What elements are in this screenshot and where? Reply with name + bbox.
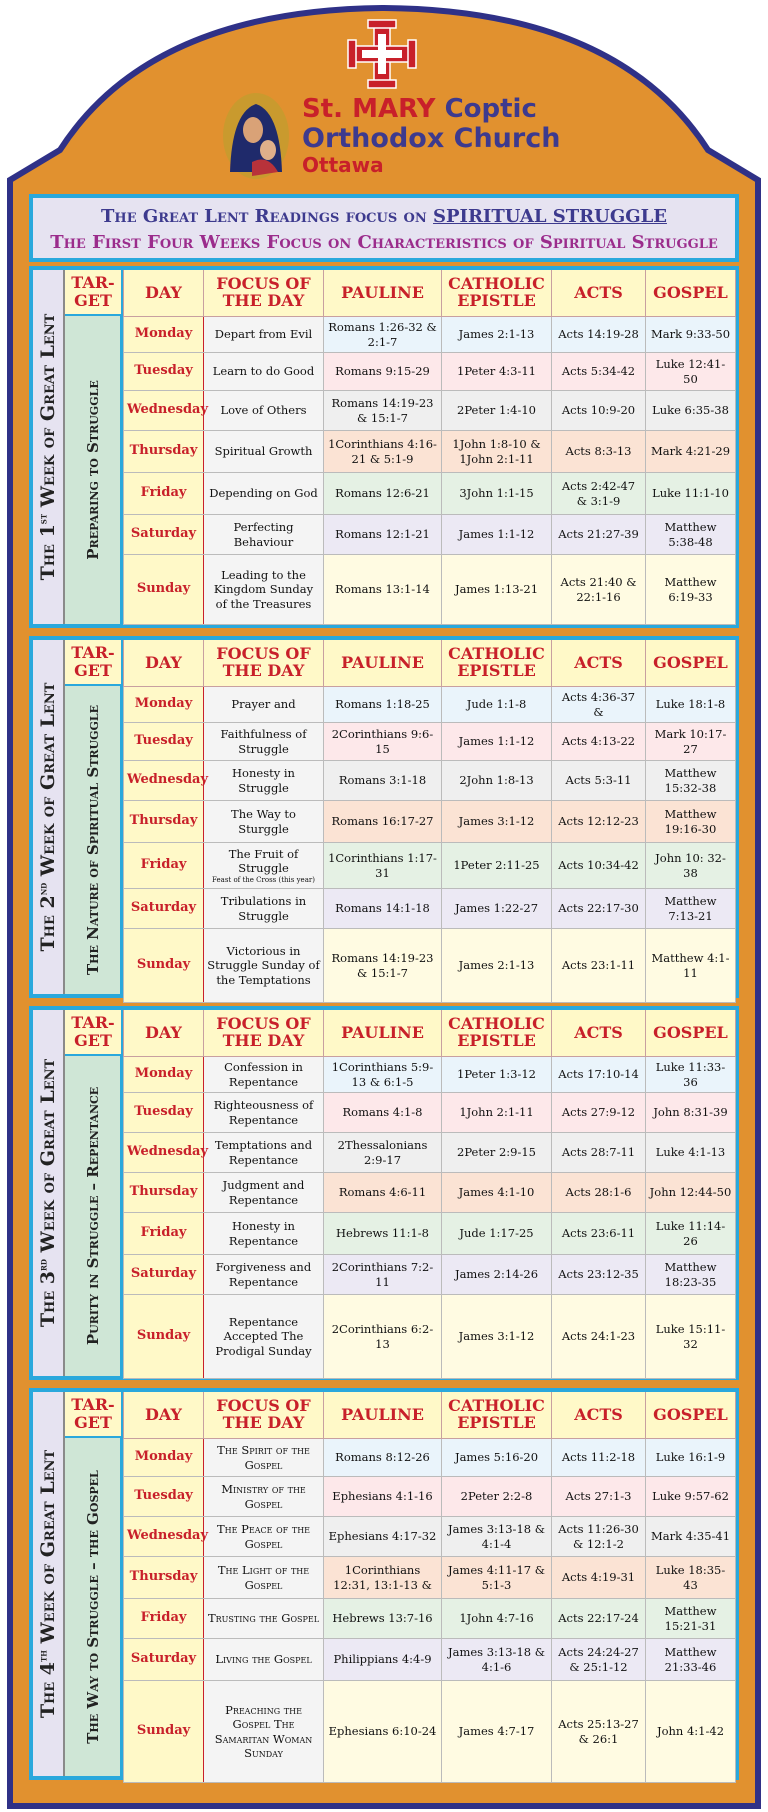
cell-focus: Tribulations in Struggle	[204, 889, 324, 929]
cell-focus: The Fruit of Struggle Feast of the Cross (this year)	[204, 843, 324, 889]
cell-focus-note: Feast of the Cross (this year)	[212, 875, 315, 884]
cell-gospel: Mark 4:35-41	[646, 1517, 736, 1557]
cell-focus: Trusting the Gospel	[204, 1599, 324, 1639]
cell-pauline: 2Thessalonians 2:9-17	[324, 1133, 442, 1173]
week-title-text: The 3rd Week of Great Lent	[37, 1058, 59, 1328]
cell-pauline: Philippians 4:4-9	[324, 1639, 442, 1681]
church-name-st: St. MARY	[302, 94, 436, 124]
cell-catholic: James 1:1-12	[442, 515, 552, 555]
cell-pauline: Romans 12:1-21	[324, 515, 442, 555]
column-header-catholic: CATHOLIC EPISTLE	[442, 640, 552, 687]
cell-gospel: John 4:1-42	[646, 1681, 736, 1783]
cell-day: Tuesday	[124, 1477, 204, 1517]
table-row	[124, 1681, 736, 1783]
cell-catholic: 1John 4:7-16	[442, 1599, 552, 1639]
cell-gospel: Luke 16:1-9	[646, 1439, 736, 1477]
cell-focus: Forgiveness and Repentance	[204, 1255, 324, 1295]
cell-day: Friday	[124, 473, 204, 515]
cell-catholic: James 2:1-13	[442, 317, 552, 353]
cell-gospel: Luke 9:57-62	[646, 1477, 736, 1517]
coptic-cross-icon	[346, 18, 418, 90]
cell-pauline: Romans 12:6-21	[324, 473, 442, 515]
column-header-focus: FOCUS OF THE DAY	[204, 270, 324, 317]
week-1-section	[29, 266, 739, 628]
cell-focus: Depending on God	[204, 473, 324, 515]
cell-acts: Acts 4:19-31	[552, 1557, 646, 1599]
cell-pauline: Romans 14:19-23 & 15:1-7	[324, 929, 442, 1003]
cell-acts: Acts 24:1-23	[552, 1295, 646, 1379]
table-header-row	[124, 1392, 736, 1439]
column-header-focus: FOCUS OF THE DAY	[204, 1392, 324, 1439]
week-target-text: The Way to Struggle – the Gospel	[83, 1470, 102, 1744]
cell-pauline: Romans 8:12-26	[324, 1439, 442, 1477]
cell-acts: Acts 17:10-14	[552, 1057, 646, 1093]
cell-pauline: Romans 3:1-18	[324, 761, 442, 801]
cell-day: Thursday	[124, 801, 204, 843]
church-name	[302, 96, 560, 175]
cell-acts: Acts 14:19-28	[552, 317, 646, 353]
table-row	[124, 801, 736, 843]
cell-pauline: 2Corinthians 7:2-11	[324, 1255, 442, 1295]
cell-gospel: Luke 11:33-36	[646, 1057, 736, 1093]
readings-table	[123, 270, 736, 625]
cell-acts: Acts 10:34-42	[552, 843, 646, 889]
table-header-row	[124, 270, 736, 317]
column-header-day: DAY	[124, 1010, 204, 1057]
cell-focus: Depart from Evil	[204, 317, 324, 353]
cell-acts: Acts 12:12-23	[552, 801, 646, 843]
cell-pauline: Ephesians 4:1-16	[324, 1477, 442, 1517]
cell-focus: Confession in Repentance	[204, 1057, 324, 1093]
cell-day: Thursday	[124, 431, 204, 473]
table-row	[124, 1557, 736, 1599]
cell-acts: Acts 21:27-39	[552, 515, 646, 555]
table-row	[124, 431, 736, 473]
cell-focus: The Peace of the Gospel	[204, 1517, 324, 1557]
week-target	[65, 1438, 123, 1776]
cell-day: Wednesday	[124, 761, 204, 801]
cell-catholic: 1Peter 4:3-11	[442, 353, 552, 391]
readings-table	[123, 1392, 736, 1783]
cell-gospel: John 10: 32-38	[646, 843, 736, 889]
cell-gospel: Luke 12:41-50	[646, 353, 736, 391]
cell-acts: Acts 22:17-24	[552, 1599, 646, 1639]
column-header-day: DAY	[124, 270, 204, 317]
column-header-focus: FOCUS OF THE DAY	[204, 640, 324, 687]
table-row	[124, 515, 736, 555]
week-title-text: The 4th Week of Great Lent	[37, 1449, 59, 1719]
cell-catholic: Jude 1:17-25	[442, 1213, 552, 1255]
cell-focus: Love of Others	[204, 391, 324, 431]
banner-line2: The First Four Weeks Focus on Characteristics of Spiritual Struggle	[50, 232, 718, 253]
cell-catholic: 1John 1:8-10 & 1John 2:1-11	[442, 431, 552, 473]
cell-catholic: James 3:13-18 & 4:1-6	[442, 1639, 552, 1681]
week-title	[33, 1010, 65, 1376]
cell-day: Wednesday	[124, 1517, 204, 1557]
cell-acts: Acts 11:2-18	[552, 1439, 646, 1477]
cell-catholic: 2Peter 2:2-8	[442, 1477, 552, 1517]
cell-day: Friday	[124, 1213, 204, 1255]
cell-catholic: James 3:1-12	[442, 1295, 552, 1379]
cell-gospel: Luke 11:1-10	[646, 473, 736, 515]
cell-focus: Spiritual Growth	[204, 431, 324, 473]
column-header-day: DAY	[124, 640, 204, 687]
cell-pauline: 1Corinthians 1:17-31	[324, 843, 442, 889]
cell-focus: Ministry of the Gospel	[204, 1477, 324, 1517]
cell-catholic: James 3:13-18 & 4:1-4	[442, 1517, 552, 1557]
week-3-section	[29, 1006, 739, 1380]
cell-pauline: Ephesians 6:10-24	[324, 1681, 442, 1783]
cell-pauline: 1Corinthians 5:9-13 & 6:1-5	[324, 1057, 442, 1093]
cell-gospel: Matthew 19:16-30	[646, 801, 736, 843]
cell-acts: Acts 28:7-11	[552, 1133, 646, 1173]
column-header-pauline: PAULINE	[324, 270, 442, 317]
cell-acts: Acts 21:40 & 22:1-16	[552, 555, 646, 625]
cell-day: Thursday	[124, 1173, 204, 1213]
cell-focus: Honesty in Repentance	[204, 1213, 324, 1255]
cell-day: Monday	[124, 687, 204, 723]
cell-acts: Acts 23:6-11	[552, 1213, 646, 1255]
table-header-row	[124, 640, 736, 687]
table-row	[124, 1477, 736, 1517]
target-header: TAR- GET	[65, 270, 123, 316]
column-header-catholic: CATHOLIC EPISTLE	[442, 1392, 552, 1439]
table-row	[124, 353, 736, 391]
cell-focus: Preaching the Gospel The Samaritan Woman Sunday	[204, 1681, 324, 1783]
cell-focus: Judgment and Repentance	[204, 1173, 324, 1213]
table-row	[124, 687, 736, 723]
column-header-gospel: GOSPEL	[646, 1010, 736, 1057]
cell-day: Friday	[124, 843, 204, 889]
cell-acts: Acts 4:13-22	[552, 723, 646, 761]
cell-acts: Acts 4:36-37 &	[552, 687, 646, 723]
cell-focus: The Way to Sturggle	[204, 801, 324, 843]
cell-pauline: Ephesians 4:17-32	[324, 1517, 442, 1557]
cell-pauline: 2Corinthians 6:2-13	[324, 1295, 442, 1379]
column-header-gospel: GOSPEL	[646, 270, 736, 317]
cell-focus: Leading to the Kingdom Sunday of the Treasures	[204, 555, 324, 625]
table-row	[124, 473, 736, 515]
cell-pauline: Romans 16:17-27	[324, 801, 442, 843]
column-header-pauline: PAULINE	[324, 1392, 442, 1439]
cell-pauline: Romans 13:1-14	[324, 555, 442, 625]
readings-table	[123, 640, 736, 1003]
table-row	[124, 1213, 736, 1255]
column-header-day: DAY	[124, 1392, 204, 1439]
week-title	[33, 1392, 65, 1776]
cell-acts: Acts 11:26-30 & 12:1-2	[552, 1517, 646, 1557]
cell-pauline: Romans 9:15-29	[324, 353, 442, 391]
table-row	[124, 761, 736, 801]
cell-focus: Prayer and	[204, 687, 324, 723]
cell-catholic: James 1:1-12	[442, 723, 552, 761]
cell-acts: Acts 27:9-12	[552, 1093, 646, 1133]
cell-pauline: Romans 14:1-18	[324, 889, 442, 929]
week-title	[33, 640, 65, 994]
cell-pauline: 1Corinthians 12:31, 13:1-13 &	[324, 1557, 442, 1599]
cell-pauline: Hebrews 11:1-8	[324, 1213, 442, 1255]
week-title-text: The 1st Week of Great Lent	[37, 313, 59, 581]
cell-catholic: James 4:1-10	[442, 1173, 552, 1213]
cell-gospel: Matthew 18:23-35	[646, 1255, 736, 1295]
cell-day: Monday	[124, 1057, 204, 1093]
table-row	[124, 317, 736, 353]
column-header-acts: ACTS	[552, 1010, 646, 1057]
cell-focus: The Light of the Gospel	[204, 1557, 324, 1599]
cell-pauline: Hebrews 13:7-16	[324, 1599, 442, 1639]
cell-gospel: Luke 4:1-13	[646, 1133, 736, 1173]
column-header-gospel: GOSPEL	[646, 1392, 736, 1439]
cell-gospel: Matthew 15:21-31	[646, 1599, 736, 1639]
cell-day: Tuesday	[124, 353, 204, 391]
banner-line1	[33, 206, 735, 227]
cell-gospel: Matthew 6:19-33	[646, 555, 736, 625]
table-row	[124, 1295, 736, 1379]
cell-gospel: Luke 6:35-38	[646, 391, 736, 431]
cell-catholic: James 3:1-12	[442, 801, 552, 843]
target-header: TAR- GET	[65, 640, 123, 686]
cell-focus: Living the Gospel	[204, 1639, 324, 1681]
cell-acts: Acts 5:34-42	[552, 353, 646, 391]
cell-gospel: Luke 18:1-8	[646, 687, 736, 723]
cell-day: Friday	[124, 1599, 204, 1639]
cell-catholic: 2John 1:8-13	[442, 761, 552, 801]
cell-gospel: John 8:31-39	[646, 1093, 736, 1133]
column-header-pauline: PAULINE	[324, 1010, 442, 1057]
table-row	[124, 1439, 736, 1477]
cell-catholic: 1John 2:1-11	[442, 1093, 552, 1133]
table-row	[124, 889, 736, 929]
cell-day: Monday	[124, 1439, 204, 1477]
cell-acts: Acts 23:1-11	[552, 929, 646, 1003]
cell-gospel: Mark 4:21-29	[646, 431, 736, 473]
cell-catholic: 2Peter 1:4-10	[442, 391, 552, 431]
banner-line1-emphasis: SPIRITUAL STRUGGLE	[433, 206, 667, 227]
cell-pauline: Romans 4:1-8	[324, 1093, 442, 1133]
cell-acts: Acts 25:13-27 & 26:1	[552, 1681, 646, 1783]
cell-gospel: Matthew 7:13-21	[646, 889, 736, 929]
church-city: Ottawa	[302, 153, 384, 177]
table-row	[124, 391, 736, 431]
table-row	[124, 929, 736, 1003]
week-target	[65, 316, 123, 624]
cell-gospel: Mark 10:17-27	[646, 723, 736, 761]
table-row	[124, 1255, 736, 1295]
column-header-catholic: CATHOLIC EPISTLE	[442, 1010, 552, 1057]
week-target-text: The Nature of Spiritual Struggle	[83, 704, 102, 976]
cell-acts: Acts 5:3-11	[552, 761, 646, 801]
table-row	[124, 723, 736, 761]
cell-catholic: James 2:14-26	[442, 1255, 552, 1295]
cell-day: Sunday	[124, 929, 204, 1003]
cell-acts: Acts 2:42-47 & 3:1-9	[552, 473, 646, 515]
readings-table	[123, 1010, 736, 1379]
cell-catholic: 3John 1:1-15	[442, 473, 552, 515]
table-row	[124, 1639, 736, 1681]
cell-acts: Acts 23:12-35	[552, 1255, 646, 1295]
cell-catholic: Jude 1:1-8	[442, 687, 552, 723]
cell-acts: Acts 8:3-13	[552, 431, 646, 473]
column-header-acts: ACTS	[552, 270, 646, 317]
cell-acts: Acts 24:24-27 & 25:1-12	[552, 1639, 646, 1681]
table-row	[124, 1133, 736, 1173]
cell-day: Wednesday	[124, 391, 204, 431]
cell-catholic: James 4:7-17	[442, 1681, 552, 1783]
table-row	[124, 1093, 736, 1133]
week-title-text: The 2nd Week of Great Lent	[37, 682, 59, 952]
cell-focus: Faithfulness of Struggle	[204, 723, 324, 761]
week-title	[33, 270, 65, 624]
cell-focus: Repentance Accepted The Prodigal Sunday	[204, 1295, 324, 1379]
column-header-acts: ACTS	[552, 1392, 646, 1439]
column-header-catholic: CATHOLIC EPISTLE	[442, 270, 552, 317]
cell-focus: Honesty in Struggle	[204, 761, 324, 801]
cell-day: Saturday	[124, 515, 204, 555]
cell-day: Sunday	[124, 1681, 204, 1783]
week-target-text: Purity in Struggle – Repentance	[83, 1086, 102, 1346]
cell-gospel: Luke 11:14-26	[646, 1213, 736, 1255]
cell-day: Saturday	[124, 889, 204, 929]
banner-line1-prefix: The Great Lent Readings focus on	[101, 206, 427, 227]
cell-day: Saturday	[124, 1639, 204, 1681]
column-header-gospel: GOSPEL	[646, 640, 736, 687]
cell-pauline: Romans 1:26-32 & 2:1-7	[324, 317, 442, 353]
cell-pauline: Romans 4:6-11	[324, 1173, 442, 1213]
cell-acts: Acts 10:9-20	[552, 391, 646, 431]
cell-gospel: Mark 9:33-50	[646, 317, 736, 353]
cell-gospel: Matthew 21:33-46	[646, 1639, 736, 1681]
column-header-acts: ACTS	[552, 640, 646, 687]
cell-focus: Righteousness of Repentance	[204, 1093, 324, 1133]
cell-catholic: 1Peter 2:11-25	[442, 843, 552, 889]
cell-day: Monday	[124, 317, 204, 353]
cell-pauline: Romans 1:18-25	[324, 687, 442, 723]
cell-gospel: Matthew 4:1-11	[646, 929, 736, 1003]
table-row	[124, 1057, 736, 1093]
cell-day: Sunday	[124, 1295, 204, 1379]
cell-catholic: James 4:11-17 & 5:1-3	[442, 1557, 552, 1599]
cell-day: Thursday	[124, 1557, 204, 1599]
cell-catholic: 2Peter 2:9-15	[442, 1133, 552, 1173]
cell-focus: Victorious in Struggle Sunday of the Temptations	[204, 929, 324, 1003]
cell-pauline: 2Corinthians 9:6-15	[324, 723, 442, 761]
week-target	[65, 1056, 123, 1376]
cell-day: Wednesday	[124, 1133, 204, 1173]
cell-focus: Learn to do Good	[204, 353, 324, 391]
target-header: TAR- GET	[65, 1010, 123, 1056]
cell-gospel: Luke 18:35-43	[646, 1557, 736, 1599]
table-header-row	[124, 1010, 736, 1057]
week-target-text: Preparing to Struggle	[83, 380, 102, 560]
virgin-mary-icon	[222, 92, 290, 180]
church-name-coptic: Coptic	[444, 94, 537, 124]
cell-acts: Acts 27:1-3	[552, 1477, 646, 1517]
focus-banner	[29, 194, 739, 262]
cell-acts: Acts 28:1-6	[552, 1173, 646, 1213]
column-header-pauline: PAULINE	[324, 640, 442, 687]
cell-acts: Acts 22:17-30	[552, 889, 646, 929]
cell-gospel: John 12:44-50	[646, 1173, 736, 1213]
church-header	[0, 0, 768, 190]
cell-day: Sunday	[124, 555, 204, 625]
cell-focus: Perfecting Behaviour	[204, 515, 324, 555]
week-4-section	[29, 1388, 739, 1780]
cell-gospel: Matthew 15:32-38	[646, 761, 736, 801]
cell-catholic: James 2:1-13	[442, 929, 552, 1003]
cell-catholic: James 1:22-27	[442, 889, 552, 929]
cell-day: Tuesday	[124, 723, 204, 761]
table-row	[124, 843, 736, 889]
cell-pauline: 1Corinthians 4:16-21 & 5:1-9	[324, 431, 442, 473]
cell-catholic: 1Peter 1:3-12	[442, 1057, 552, 1093]
church-name-line2: Orthodox Church	[302, 123, 561, 154]
cell-catholic: James 5:16-20	[442, 1439, 552, 1477]
table-row	[124, 555, 736, 625]
table-row	[124, 1599, 736, 1639]
column-header-focus: FOCUS OF THE DAY	[204, 1010, 324, 1057]
cell-gospel: Matthew 5:38-48	[646, 515, 736, 555]
cell-day: Tuesday	[124, 1093, 204, 1133]
cell-catholic: James 1:13-21	[442, 555, 552, 625]
cell-pauline: Romans 14:19-23 & 15:1-7	[324, 391, 442, 431]
table-row	[124, 1173, 736, 1213]
week-2-section	[29, 636, 739, 998]
cell-gospel: Luke 15:11-32	[646, 1295, 736, 1379]
cell-day: Saturday	[124, 1255, 204, 1295]
week-target	[65, 686, 123, 994]
target-header: TAR- GET	[65, 1392, 123, 1438]
cell-focus: Temptations and Repentance	[204, 1133, 324, 1173]
table-row	[124, 1517, 736, 1557]
cell-focus: The Spirit of the Gospel	[204, 1439, 324, 1477]
